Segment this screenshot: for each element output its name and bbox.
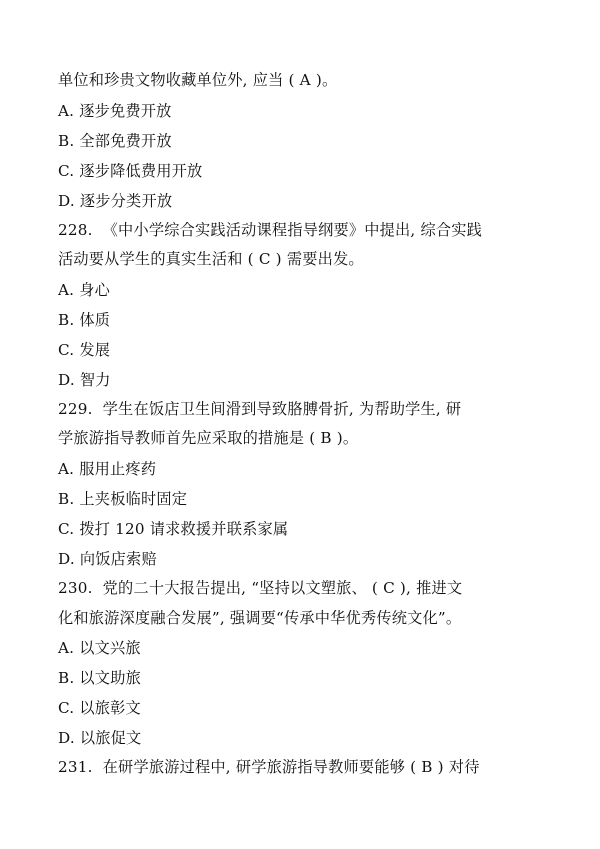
question-block bbox=[58, 216, 544, 395]
option-item: C. 拨打 120 请求救援并联系家属 bbox=[58, 519, 289, 538]
option-item: B. 体质 bbox=[58, 310, 111, 329]
question-text-line: 228. 《中小学综合实践活动课程指导纲要》中提出, 综合实践 bbox=[58, 220, 483, 239]
option-item: C. 以旅彰文 bbox=[58, 699, 141, 718]
question-text-line: 231. 在研学旅游过程中, 研学旅游指导教师要能够 ( B ) 对待 bbox=[58, 758, 480, 777]
option-item: D. 智力 bbox=[58, 370, 111, 389]
page-content bbox=[58, 66, 544, 783]
option-item: A. 以文兴旅 bbox=[58, 639, 141, 658]
option-item: C. 发展 bbox=[58, 340, 111, 359]
option-item: D. 向饭店索赔 bbox=[58, 549, 157, 568]
option-item: D. 逐步分类开放 bbox=[58, 191, 173, 210]
option-item: A. 逐步免费开放 bbox=[58, 101, 172, 120]
question-text-line: 活动要从学生的真实生活和 ( C ) 需要出发。 bbox=[58, 250, 364, 269]
question-text-line: 230. 党的二十大报告提出, “坚持以文塑旅、 ( C ), 推进文 bbox=[58, 578, 463, 597]
question-text-line: 学旅游指导教师首先应采取的措施是 ( B )。 bbox=[58, 429, 359, 448]
option-item: A. 服用止疼药 bbox=[58, 459, 157, 478]
question-text-line: 单位和珍贵文物收藏单位外, 应当 ( A )。 bbox=[58, 71, 338, 89]
question-block bbox=[58, 66, 544, 216]
option-item: C. 逐步降低费用开放 bbox=[58, 161, 203, 180]
question-text-line: 229. 学生在饭店卫生间滑到导致胳膊骨折, 为帮助学生, 研 bbox=[58, 399, 462, 418]
option-item: A. 身心 bbox=[58, 280, 110, 299]
question-block bbox=[58, 574, 544, 753]
question-text-line: 化和旅游深度融合发展”, 强调要“传承中华优秀传统文化”。 bbox=[58, 608, 462, 627]
option-item: D. 以旅促文 bbox=[58, 729, 142, 748]
question-block bbox=[58, 753, 544, 783]
option-item: B. 上夹板临时固定 bbox=[58, 489, 188, 508]
question-block bbox=[58, 395, 544, 574]
option-item: B. 以文助旅 bbox=[58, 669, 141, 688]
option-item: B. 全部免费开放 bbox=[58, 131, 172, 150]
